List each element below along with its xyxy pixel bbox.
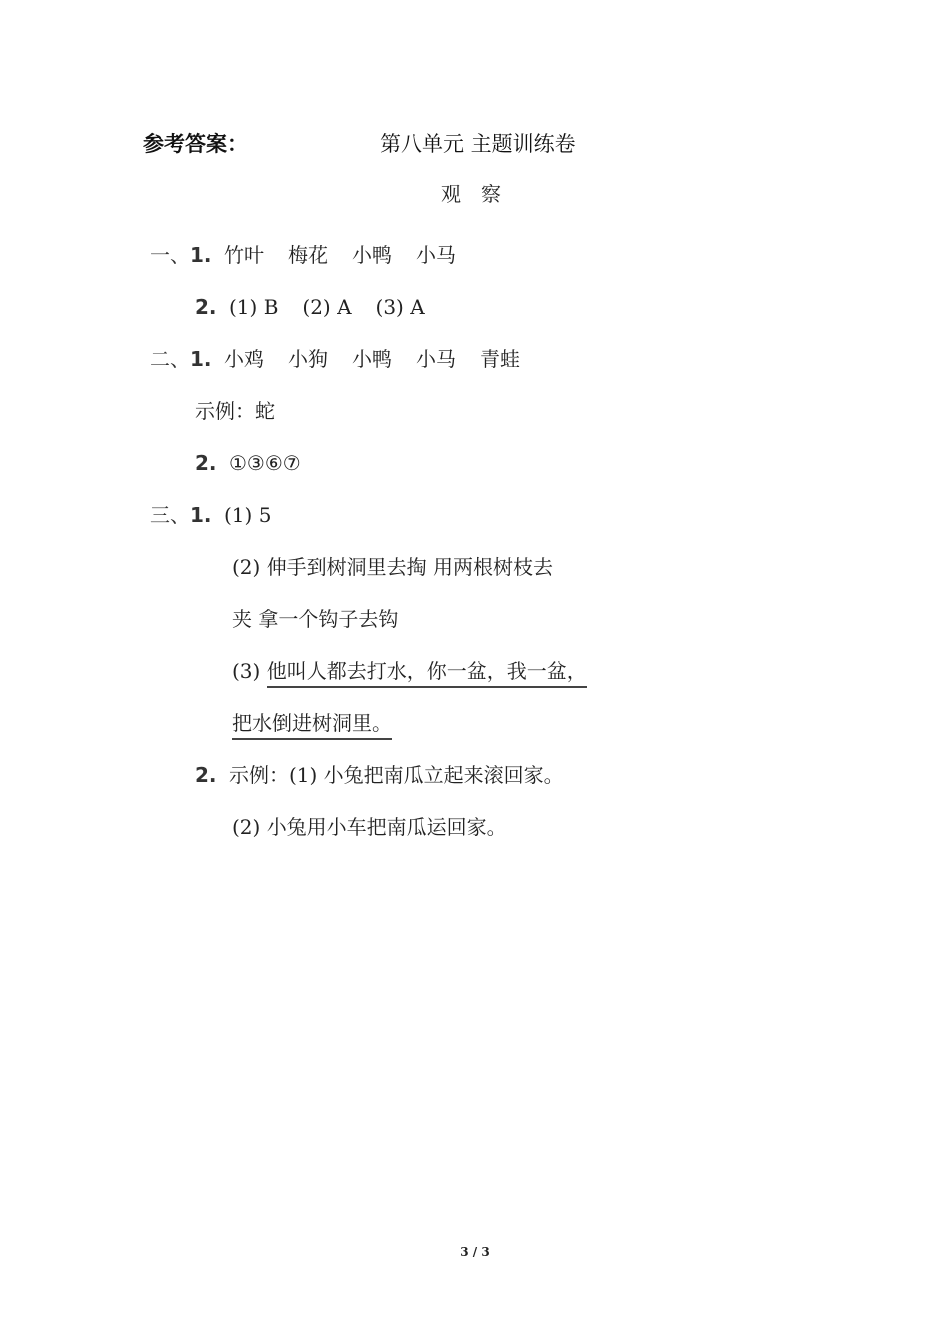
part-label: (3) bbox=[232, 659, 261, 683]
answer-item: 示例：(1) 小兔把南瓜立起来滚回家。 bbox=[229, 763, 564, 787]
section3-q1-part2-line1: (2) 伸手到树洞里去掏 用两根树枝去 bbox=[232, 555, 554, 579]
answer-item: (2) A bbox=[302, 295, 352, 319]
underlined-answer: 把水倒进树洞里。 bbox=[232, 711, 392, 740]
question-number: 2. bbox=[195, 451, 217, 475]
page-number: 3 / 3 bbox=[460, 1245, 490, 1259]
answer-item: (3) A bbox=[375, 295, 425, 319]
question-number: 1. bbox=[190, 243, 212, 267]
answer-item: 小鸭 bbox=[352, 243, 392, 267]
lesson-title: 观察 bbox=[441, 182, 521, 206]
question-number: 2. bbox=[195, 295, 217, 319]
section3-q1-part3-line1 bbox=[232, 656, 587, 686]
answer-item: 小马 bbox=[416, 347, 456, 371]
section1-q2-line bbox=[195, 292, 425, 322]
answer-item: 小马 bbox=[416, 243, 456, 267]
section3-q2-line2: (2) 小兔用小车把南瓜运回家。 bbox=[232, 815, 507, 839]
question-number: 1. bbox=[190, 503, 212, 527]
answer-item: 梅花 bbox=[288, 243, 328, 267]
answer-item: 小鸡 bbox=[224, 347, 264, 371]
section3-q2-line1 bbox=[195, 760, 564, 790]
section2-marker: 二、 bbox=[150, 347, 190, 371]
question-number: 2. bbox=[195, 763, 217, 787]
section1-q1-line bbox=[150, 240, 456, 270]
answer-item: 小狗 bbox=[288, 347, 328, 371]
answer-item: (1) 5 bbox=[224, 503, 272, 527]
question-number: 1. bbox=[190, 347, 212, 371]
section2-q2-line bbox=[195, 448, 301, 478]
section3-marker: 三、 bbox=[150, 503, 190, 527]
unit-title: 第八单元 主题训练卷 bbox=[380, 132, 576, 156]
section2-q1-line bbox=[150, 344, 520, 374]
section3-q1-part2-line2: 夹 拿一个钩子去钩 bbox=[232, 607, 399, 631]
answer-item: 小鸭 bbox=[352, 347, 392, 371]
answer-item: 竹叶 bbox=[224, 243, 264, 267]
answer-item: 青蛙 bbox=[480, 347, 520, 371]
answer-heading: 参考答案： bbox=[143, 132, 248, 156]
answer-item: (1) B bbox=[229, 295, 279, 319]
section3-q1-part3-line2 bbox=[232, 708, 392, 738]
underlined-answer: 他叫人都去打水，你一盆，我一盆， bbox=[267, 659, 587, 688]
section3-q1-line bbox=[150, 500, 271, 530]
answer-item: ①③⑥⑦ bbox=[229, 451, 301, 475]
section2-q1-example: 示例：蛇 bbox=[195, 399, 275, 423]
section1-marker: 一、 bbox=[150, 243, 190, 267]
